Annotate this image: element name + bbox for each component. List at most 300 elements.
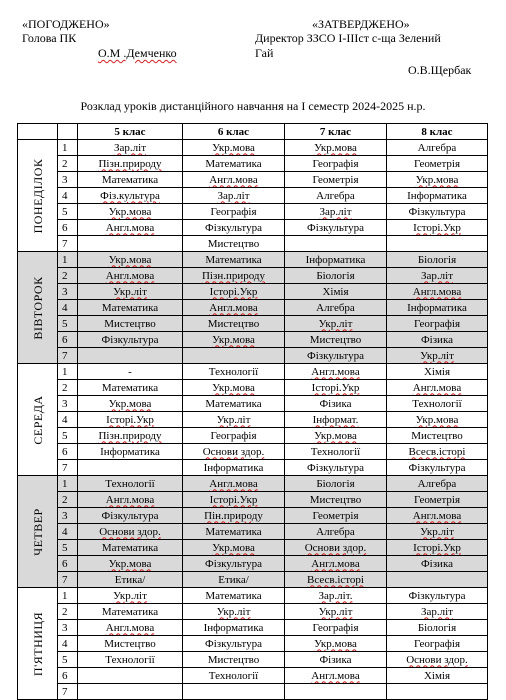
subject-name: Алгебра <box>316 301 355 314</box>
table-row <box>18 252 488 268</box>
subject-name: Геометрія <box>413 493 461 506</box>
subject-cell <box>285 444 387 460</box>
table-header-row <box>18 124 488 140</box>
subject-cell <box>78 620 183 636</box>
subject-cell <box>183 332 285 348</box>
subject-name: Фізкультура <box>408 461 466 474</box>
subject-cell <box>183 684 285 700</box>
subject-cell <box>387 204 488 220</box>
subject-cell <box>183 636 285 652</box>
subject-cell <box>285 156 387 172</box>
subject-name: Основи здор. <box>406 653 468 666</box>
table-row <box>18 236 488 252</box>
subject-name: Фізкультура <box>408 205 466 218</box>
table-row <box>18 428 488 444</box>
subject-name: Мистецтво <box>104 317 156 330</box>
subject-cell <box>183 316 285 332</box>
subject-name: Географія <box>413 637 461 650</box>
subject-cell <box>387 300 488 316</box>
subject-name: Математика <box>101 605 159 618</box>
subject-name: Укр.літ <box>113 285 147 298</box>
subject-cell <box>387 364 488 380</box>
table-row <box>18 524 488 540</box>
subject-name: Основи здор. <box>304 541 367 554</box>
subject-name: Геометрія <box>413 157 461 170</box>
subject-name: Пізн.природу <box>98 157 162 170</box>
subject-cell <box>78 556 183 572</box>
subject-cell <box>78 236 183 252</box>
subject-cell <box>78 364 183 380</box>
subject-cell <box>387 652 488 668</box>
subject-name: Укр.літ <box>420 349 454 362</box>
subject-name: Англ.мова <box>105 493 155 506</box>
subject-cell <box>285 348 387 364</box>
subject-cell <box>387 348 488 364</box>
subject-cell <box>183 220 285 236</box>
subject-name: Біологія <box>316 477 355 490</box>
subject-name: Мистецтво <box>309 493 362 506</box>
table-row <box>18 172 488 188</box>
subject-name: Інформатика <box>100 445 160 458</box>
subject-name: Пізн.природу <box>98 429 162 442</box>
table-row <box>18 588 488 604</box>
subject-cell <box>78 652 183 668</box>
subject-name: Інформатика <box>305 253 366 266</box>
subject-cell <box>285 476 387 492</box>
subject-cell <box>285 220 387 236</box>
subject-cell <box>285 524 387 540</box>
table-row <box>18 620 488 636</box>
subject-name: Зар.літ <box>319 205 352 218</box>
subject-name: Математика <box>205 253 262 266</box>
lesson-number: 5 <box>58 428 78 444</box>
subject-cell <box>78 348 183 364</box>
subject-cell <box>387 172 488 188</box>
subject-name: Технології <box>208 669 259 682</box>
subject-cell <box>78 316 183 332</box>
subject-cell <box>285 604 387 620</box>
class-column-header: 8 клас <box>387 124 488 140</box>
subject-name: Мистецтво <box>309 333 362 346</box>
subject-cell <box>183 572 285 588</box>
subject-cell <box>387 220 488 236</box>
subject-name: Технології <box>208 365 259 378</box>
subject-cell <box>183 492 285 508</box>
table-row <box>18 204 488 220</box>
subject-cell <box>285 556 387 572</box>
subject-name: Зар.літ <box>421 269 453 282</box>
subject-cell <box>78 636 183 652</box>
subject-cell <box>387 380 488 396</box>
subject-cell <box>183 524 285 540</box>
table-row <box>18 188 488 204</box>
subject-name: Історі.Укр <box>209 285 258 298</box>
subject-cell <box>285 668 387 684</box>
lesson-number: 7 <box>58 572 78 588</box>
subject-cell <box>183 348 285 364</box>
subject-cell <box>183 156 285 172</box>
table-row <box>18 156 488 172</box>
subject-cell <box>285 636 387 652</box>
subject-cell <box>285 300 387 316</box>
lesson-number: 6 <box>58 220 78 236</box>
subject-name: Фізика <box>420 333 454 346</box>
subject-cell <box>387 620 488 636</box>
subject-name: Укр.мова <box>108 397 152 410</box>
lesson-number: 1 <box>58 588 78 604</box>
subject-cell <box>183 588 285 604</box>
lesson-number: 1 <box>58 140 78 156</box>
subject-name: Географія <box>210 429 257 442</box>
subject-name: Фізика <box>319 397 352 410</box>
subject-cell <box>78 188 183 204</box>
table-row <box>18 412 488 428</box>
subject-cell <box>285 172 387 188</box>
subject-name: Геометрія <box>312 509 359 522</box>
lesson-number: 4 <box>58 188 78 204</box>
subject-cell <box>183 476 285 492</box>
subject-cell <box>285 140 387 156</box>
subject-name: Укр.мова <box>314 141 357 154</box>
lesson-number: 2 <box>58 156 78 172</box>
subject-name: Основи здор. <box>202 445 265 458</box>
subject-name: Технології <box>105 653 155 666</box>
subject-cell <box>183 460 285 476</box>
subject-name: Історі.Укр <box>311 381 360 394</box>
subject-cell <box>183 380 285 396</box>
subject-cell <box>387 428 488 444</box>
subject-name: Технології <box>105 477 155 490</box>
table-row <box>18 284 488 300</box>
lesson-number: 7 <box>58 236 78 252</box>
lesson-number: 6 <box>58 556 78 572</box>
agreed-role: Голова ПК <box>22 31 77 45</box>
lesson-number: 4 <box>58 636 78 652</box>
lesson-number: 1 <box>58 364 78 380</box>
subject-name: Англ.мова <box>311 557 360 570</box>
subject-name: Біологія <box>417 621 457 634</box>
subject-name: Хімія <box>423 669 451 682</box>
subject-name: Географія <box>210 205 257 218</box>
subject-cell <box>78 588 183 604</box>
subject-cell <box>387 508 488 524</box>
subject-cell <box>78 604 183 620</box>
subject-name: Пін.природу <box>204 509 263 522</box>
day-name: ПОНЕДІЛОК <box>30 158 45 233</box>
subject-name: Англ.мова <box>311 669 360 682</box>
subject-name: Укр.літ <box>113 589 147 602</box>
subject-cell <box>183 236 285 252</box>
lesson-number: 1 <box>58 476 78 492</box>
subject-cell <box>183 428 285 444</box>
subject-cell <box>387 284 488 300</box>
subject-name: Англ.мова <box>209 477 258 490</box>
table-row <box>18 268 488 284</box>
subject-name: Фіз.культура <box>100 189 160 202</box>
table-row <box>18 348 488 364</box>
table-row <box>18 492 488 508</box>
subject-name: Мистецтво <box>411 429 463 442</box>
subject-cell <box>387 156 488 172</box>
subject-name: Математика <box>101 301 159 314</box>
subject-cell <box>78 140 183 156</box>
subject-name: Англ.мова <box>105 269 155 282</box>
subject-name: Зар.літ. <box>318 589 353 602</box>
subject-cell <box>78 220 183 236</box>
day-name-cell <box>18 364 58 476</box>
subject-cell <box>285 684 387 700</box>
subject-name: Укр.мова <box>212 381 255 394</box>
subject-name: Хімія <box>423 365 451 378</box>
subject-name: Укр.літ <box>216 413 251 426</box>
subject-cell <box>285 364 387 380</box>
agreed-heading: «ПОГОДЖЕНО» <box>22 17 110 31</box>
subject-name: Укр.літ <box>420 525 454 538</box>
lesson-number: 4 <box>58 524 78 540</box>
subject-name: Укр.мова <box>314 429 357 442</box>
subject-name: Геометрія <box>312 173 359 186</box>
subject-name: Математика <box>101 381 159 394</box>
subject-name: Укр.літ <box>216 605 251 618</box>
subject-name: Інформатика <box>203 621 264 634</box>
subject-cell <box>183 140 285 156</box>
subject-name: Укр.мова <box>108 253 152 266</box>
subject-cell <box>285 412 387 428</box>
schedule-body <box>18 140 488 700</box>
subject-cell <box>387 316 488 332</box>
subject-name: Алгебра <box>316 189 355 202</box>
subject-cell <box>183 540 285 556</box>
day-name-cell <box>18 252 58 364</box>
subject-cell <box>78 300 183 316</box>
subject-cell <box>387 588 488 604</box>
subject-name: Фізика <box>319 653 352 666</box>
subject-cell <box>285 508 387 524</box>
subject-cell <box>78 380 183 396</box>
subject-name: Всесв.історі <box>408 445 466 458</box>
subject-cell <box>387 412 488 428</box>
subject-cell <box>78 684 183 700</box>
subject-name: - <box>128 365 132 378</box>
subject-cell <box>387 636 488 652</box>
approved-role-line-2: Гай <box>255 46 274 60</box>
subject-cell <box>183 284 285 300</box>
subject-cell <box>387 460 488 476</box>
subject-cell <box>78 428 183 444</box>
subject-cell <box>285 428 387 444</box>
subject-name: Етика/ <box>218 573 249 586</box>
lesson-number: 2 <box>58 492 78 508</box>
subject-cell <box>78 492 183 508</box>
subject-name: Історі.Укр <box>413 221 461 234</box>
subject-cell <box>78 396 183 412</box>
subject-cell <box>183 172 285 188</box>
subject-cell <box>78 204 183 220</box>
lesson-number: 4 <box>58 412 78 428</box>
lesson-number: 6 <box>58 332 78 348</box>
subject-cell <box>387 524 488 540</box>
table-row <box>18 652 488 668</box>
subject-cell <box>285 316 387 332</box>
subject-name: Фізкультура <box>408 589 466 602</box>
table-row <box>18 444 488 460</box>
lesson-number: 2 <box>58 604 78 620</box>
subject-cell <box>285 284 387 300</box>
subject-name: Англ.мова <box>412 285 462 298</box>
lesson-number: 2 <box>58 268 78 284</box>
approved-role-line-1: Директор ЗЗСО І-ІІІст с-ща Зелений <box>255 31 441 45</box>
subject-cell <box>183 652 285 668</box>
subject-name: Географія <box>413 317 461 330</box>
lesson-number: 5 <box>58 540 78 556</box>
class-column-header: 7 клас <box>285 124 387 140</box>
subject-name: Алгебра <box>417 477 457 490</box>
lesson-number: 3 <box>58 396 78 412</box>
table-row <box>18 604 488 620</box>
subject-cell <box>78 412 183 428</box>
subject-cell <box>183 412 285 428</box>
subject-cell <box>285 204 387 220</box>
subject-name: Біологія <box>417 253 457 266</box>
agreed-signatory: О.М .Демченко <box>98 46 177 60</box>
subject-name: Укр.мова <box>212 333 255 346</box>
subject-cell <box>387 332 488 348</box>
lesson-number: 7 <box>58 348 78 364</box>
table-row <box>18 380 488 396</box>
subject-cell <box>387 252 488 268</box>
subject-name: Укр.літ <box>318 317 353 330</box>
subject-name: Фізкультура <box>205 221 262 234</box>
lesson-number: 3 <box>58 284 78 300</box>
table-row <box>18 556 488 572</box>
day-name-cell <box>18 588 58 700</box>
lesson-number-header-cell <box>58 124 78 140</box>
table-row <box>18 460 488 476</box>
subject-name: Пізн.природу <box>201 269 266 282</box>
lesson-number: 5 <box>58 316 78 332</box>
subject-name: Мистецтво <box>207 237 260 250</box>
table-row <box>18 476 488 492</box>
table-row <box>18 668 488 684</box>
subject-cell <box>183 268 285 284</box>
lesson-number: 3 <box>58 620 78 636</box>
subject-name: Математика <box>205 525 262 538</box>
table-row <box>18 140 488 156</box>
subject-cell <box>78 572 183 588</box>
table-row <box>18 540 488 556</box>
schedule-table <box>17 123 488 700</box>
subject-name: Зар.літ <box>217 189 250 202</box>
lesson-number: 7 <box>58 460 78 476</box>
lesson-number: 5 <box>58 204 78 220</box>
subject-name: Географія <box>312 621 359 634</box>
document-title-text: Розклад уроків дистанційного навчання на І семестр 2024-2025 н.р. <box>80 99 426 113</box>
subject-name: Етика/ <box>114 573 146 586</box>
subject-name: Укр.мова <box>212 541 255 554</box>
subject-cell <box>78 508 183 524</box>
subject-cell <box>183 252 285 268</box>
subject-name: Хімія <box>322 285 349 298</box>
subject-cell <box>387 188 488 204</box>
table-row <box>18 396 488 412</box>
subject-cell <box>387 396 488 412</box>
day-name: СЕРЕДА <box>30 394 45 445</box>
subject-name: Англ.мова <box>209 173 258 186</box>
subject-name: Англ.мова <box>412 509 462 522</box>
subject-cell <box>78 172 183 188</box>
subject-name: Математика <box>205 157 262 170</box>
subject-cell <box>183 204 285 220</box>
subject-cell <box>78 284 183 300</box>
subject-cell <box>387 668 488 684</box>
table-row <box>18 684 488 700</box>
subject-name: Математика <box>101 173 159 186</box>
subject-cell <box>285 332 387 348</box>
lesson-number: 4 <box>58 300 78 316</box>
subject-cell <box>285 652 387 668</box>
lesson-number: 6 <box>58 444 78 460</box>
subject-name: Зар.літ <box>114 141 146 154</box>
subject-name: Мистецтво <box>207 317 260 330</box>
subject-name: Фізкультура <box>205 557 262 570</box>
subject-cell <box>183 396 285 412</box>
subject-cell <box>387 540 488 556</box>
subject-name: Фізкультура <box>101 333 159 346</box>
subject-name: Укр.мова <box>108 205 152 218</box>
subject-cell <box>285 396 387 412</box>
subject-cell <box>78 252 183 268</box>
subject-name: Англ.мова <box>105 221 155 234</box>
subject-cell <box>78 156 183 172</box>
subject-name: Фізкультура <box>307 461 364 474</box>
subject-name: Біологія <box>316 269 355 282</box>
subject-cell <box>285 460 387 476</box>
subject-cell <box>387 492 488 508</box>
subject-cell <box>183 444 285 460</box>
class-column-header: 5 клас <box>78 124 183 140</box>
subject-name: Математика <box>101 541 159 554</box>
subject-name: Алгебра <box>316 525 355 538</box>
table-row <box>18 572 488 588</box>
subject-cell <box>183 604 285 620</box>
subject-name: Укр.мова <box>108 557 152 570</box>
subject-cell <box>183 364 285 380</box>
subject-cell <box>387 604 488 620</box>
subject-name: Інформат. <box>312 413 359 426</box>
lesson-number: 2 <box>58 380 78 396</box>
subject-cell <box>285 572 387 588</box>
subject-cell <box>285 588 387 604</box>
subject-cell <box>387 268 488 284</box>
day-header-cell <box>18 124 58 140</box>
lesson-number: 3 <box>58 172 78 188</box>
subject-cell <box>78 540 183 556</box>
subject-cell <box>387 572 488 588</box>
subject-cell <box>387 476 488 492</box>
subject-cell <box>183 188 285 204</box>
subject-cell <box>78 668 183 684</box>
subject-cell <box>285 188 387 204</box>
subject-name: Фізкультура <box>205 637 262 650</box>
subject-name: Всесв.історі <box>307 573 364 586</box>
subject-name: Англ.мова <box>105 621 155 634</box>
lesson-number: 7 <box>58 684 78 700</box>
subject-name: Укр.мова <box>314 637 357 650</box>
subject-name: Укр.мова <box>415 173 459 186</box>
lesson-number: 5 <box>58 652 78 668</box>
table-row <box>18 364 488 380</box>
subject-name: Фізкультура <box>307 349 364 362</box>
